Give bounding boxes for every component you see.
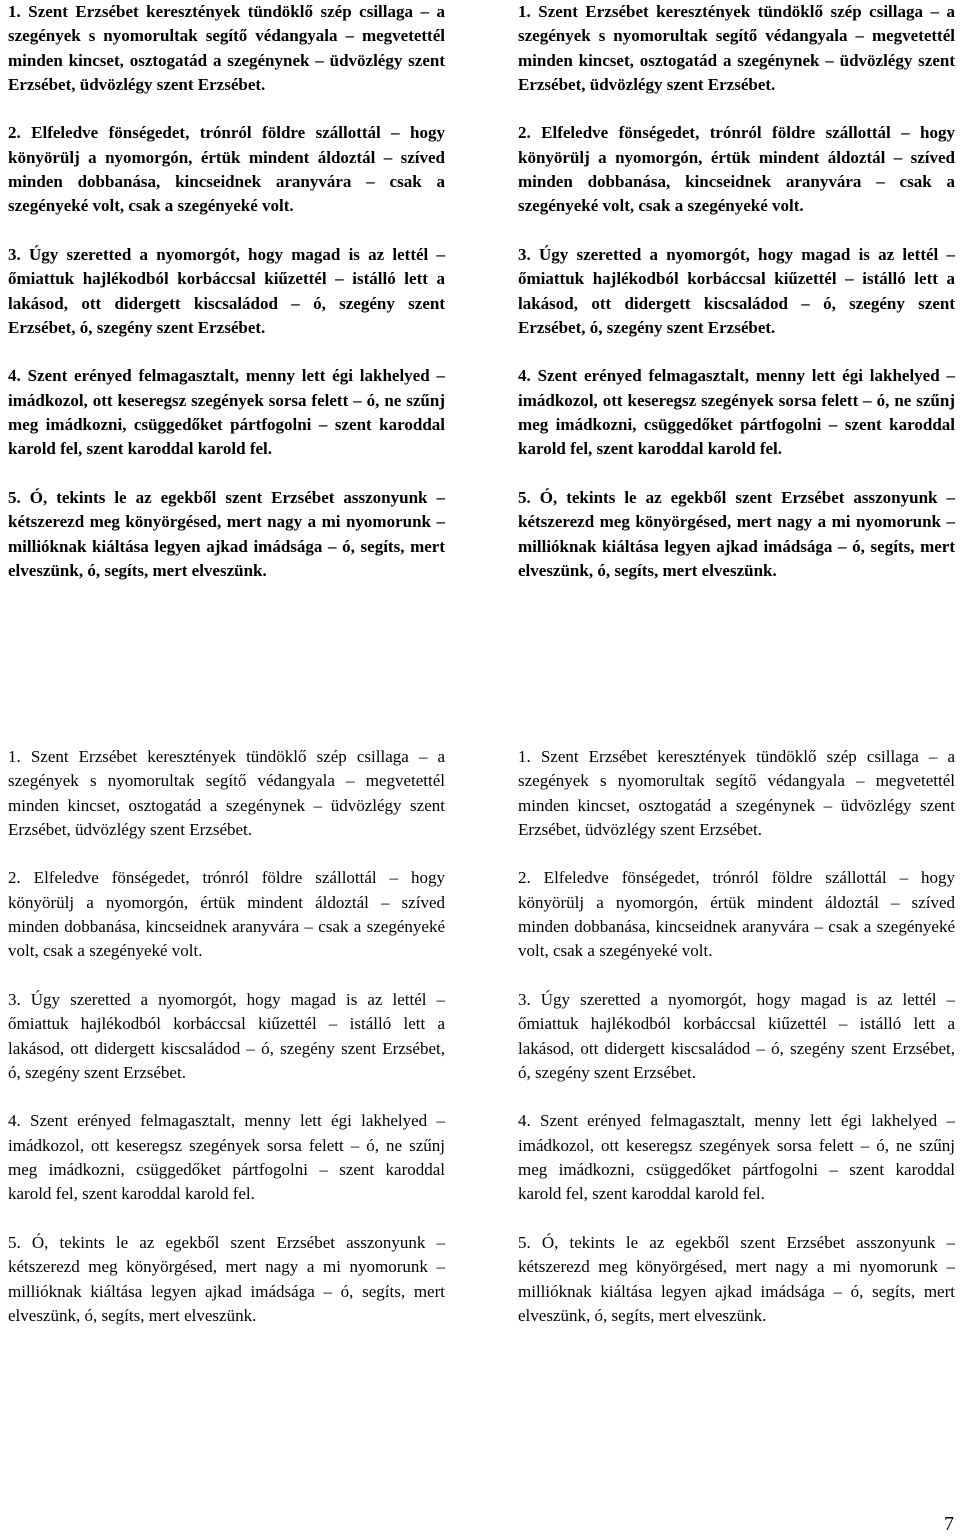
stanza-2: 2. Elfeledve fönségedet, trónról földre szállottál – hogy könyörülj a nyomorgón, értük mindent áldoztál – szíved minden dobbanása, kincseidnek aranyvára – csak a szegényeké volt, csak a szegényeké volt.: [8, 868, 445, 961]
hymn-copy-top-left: [8, 0, 445, 607]
stanza-1: 1. Szent Erzsébet keresztények tündöklő szép csillaga – a szegények s nyomorultak segítő védangyala – megvetettél minden kincset, osztogatád a szegénynek – üdvözlégy szent Erzsébet, üdvözlégy szent Erzsébet.: [518, 747, 955, 839]
stanza-2: 2. Elfeledve fönségedet, trónról földre szállottál – hogy könyörülj a nyomorgón, értük mindent áldoztál – szíved minden dobbanása, kincseidnek aranyvára – csak a szegényeké volt, csak a szegényeké volt.: [518, 123, 955, 216]
hymn-copy-bottom-right: [518, 745, 955, 1352]
stanza-2: 2. Elfeledve fönségedet, trónról földre szállottál – hogy könyörülj a nyomorgón, értük mindent áldoztál – szíved minden dobbanása, kincseidnek aranyvára – csak a szegényeké volt, csak a szegényeké volt.: [8, 123, 445, 216]
stanza-5: 5. Ó, tekints le az egekből szent Erzsébet asszonyunk – kétszerezd meg könyörgésed, mert nagy a mi nyomorunk – millióknak kiáltása legyen ajkad imádsága – ó, segíts, mert elveszünk, ó, segíts, mert elveszünk.: [518, 487, 955, 580]
stanza-4: 4. Szent erényed felmagasztalt, menny lett égi lakhelyed – imádkozol, ott keseregsz szegények sorsa felett – ó, ne szűnj meg imádkozni, csüggedőket pártfogolni – szent karoddal karold fel, szent karoddal karold fel.: [8, 1111, 445, 1204]
stanza-4: 4. Szent erényed felmagasztalt, menny lett égi lakhelyed – imádkozol, ott keseregsz szegények sorsa felett – ó, ne szűnj meg imádkozni, csüggedőket pártfogolni – szent karoddal karold fel, szent karoddal karold fel.: [518, 1111, 955, 1204]
hymn-copy-bottom-left: [8, 745, 445, 1352]
stanza-4: 4. Szent erényed felmagasztalt, menny lett égi lakhelyed – imádkozol, ott keseregsz szegények sorsa felett – ó, ne szűnj meg imádkozni, csüggedőket pártfogolni – szent karoddal karold fel, szent karoddal karold fel.: [518, 366, 955, 459]
stanza-3: 3. Úgy szeretted a nyomorgót, hogy magad is az lettél – őmiattuk hajlékodból korbáccsal kiűzettél – istálló lett a lakásod, ott didergett kiscsaládod – ó, szegény szent Erzsébet, ó, szegény szent Erzsébet.: [8, 989, 445, 1082]
stanza-3: 3. Úgy szeretted a nyomorgót, hogy magad is az lettél – őmiattuk hajlékodból korbáccsal kiűzettél – istálló lett a lakásod, ott didergett kiscsaládod – ó, szegény szent Erzsébet, ó, szegény szent Erzsébet.: [8, 244, 445, 337]
stanza-3: 3. Úgy szeretted a nyomorgót, hogy magad is az lettél – őmiattuk hajlékodból korbáccsal kiűzettél – istálló lett a lakásod, ott didergett kiscsaládod – ó, szegény szent Erzsébet, ó, szegény szent Erzsébet.: [518, 989, 955, 1082]
stanza-5: 5. Ó, tekints le az egekből szent Erzsébet asszonyunk – kétszerezd meg könyörgésed, mert nagy a mi nyomorunk – millióknak kiáltása legyen ajkad imádsága – ó, segíts, mert elveszünk, ó, segíts, mert elveszünk.: [8, 1232, 445, 1325]
hymn-copy-top-right: [518, 0, 955, 607]
stanza-5: 5. Ó, tekints le az egekből szent Erzsébet asszonyunk – kétszerezd meg könyörgésed, mert nagy a mi nyomorunk – millióknak kiáltása legyen ajkad imádsága – ó, segíts, mert elveszünk, ó, segíts, mert elveszünk.: [518, 1232, 955, 1325]
page-number: 7: [944, 1513, 954, 1535]
stanza-1: 1. Szent Erzsébet keresztények tündöklő szép csillaga – a szegények s nyomorultak segítő védangyala – megvetettél minden kincset, osztogatád a szegénynek – üdvözlégy szent Erzsébet, üdvözlégy szent Erzsébet.: [8, 747, 445, 839]
stanza-3: 3. Úgy szeretted a nyomorgót, hogy magad is az lettél – őmiattuk hajlékodból korbáccsal kiűzettél – istálló lett a lakásod, ott didergett kiscsaládod – ó, szegény szent Erzsébet, ó, szegény szent Erzsébet.: [518, 244, 955, 337]
stanza-2: 2. Elfeledve fönségedet, trónról földre szállottál – hogy könyörülj a nyomorgón, értük mindent áldoztál – szíved minden dobbanása, kincseidnek aranyvára – csak a szegényeké volt, csak a szegényeké volt.: [518, 868, 955, 961]
stanza-1: 1. Szent Erzsébet keresztények tündöklő szép csillaga – a szegények s nyomorultak segítő védangyala – megvetettél minden kincset, osztogatád a szegénynek – üdvözlégy szent Erzsébet, üdvözlégy szent Erzsébet.: [8, 2, 445, 94]
stanza-1: 1. Szent Erzsébet keresztények tündöklő szép csillaga – a szegények s nyomorultak segítő védangyala – megvetettél minden kincset, osztogatád a szegénynek – üdvözlégy szent Erzsébet, üdvözlégy szent Erzsébet.: [518, 2, 955, 94]
stanza-4: 4. Szent erényed felmagasztalt, menny lett égi lakhelyed – imádkozol, ott keseregsz szegények sorsa felett – ó, ne szűnj meg imádkozni, csüggedőket pártfogolni – szent karoddal karold fel, szent karoddal karold fel.: [8, 366, 445, 459]
stanza-5: 5. Ó, tekints le az egekből szent Erzsébet asszonyunk – kétszerezd meg könyörgésed, mert nagy a mi nyomorunk – millióknak kiáltása legyen ajkad imádsága – ó, segíts, mert elveszünk, ó, segíts, mert elveszünk.: [8, 487, 445, 580]
